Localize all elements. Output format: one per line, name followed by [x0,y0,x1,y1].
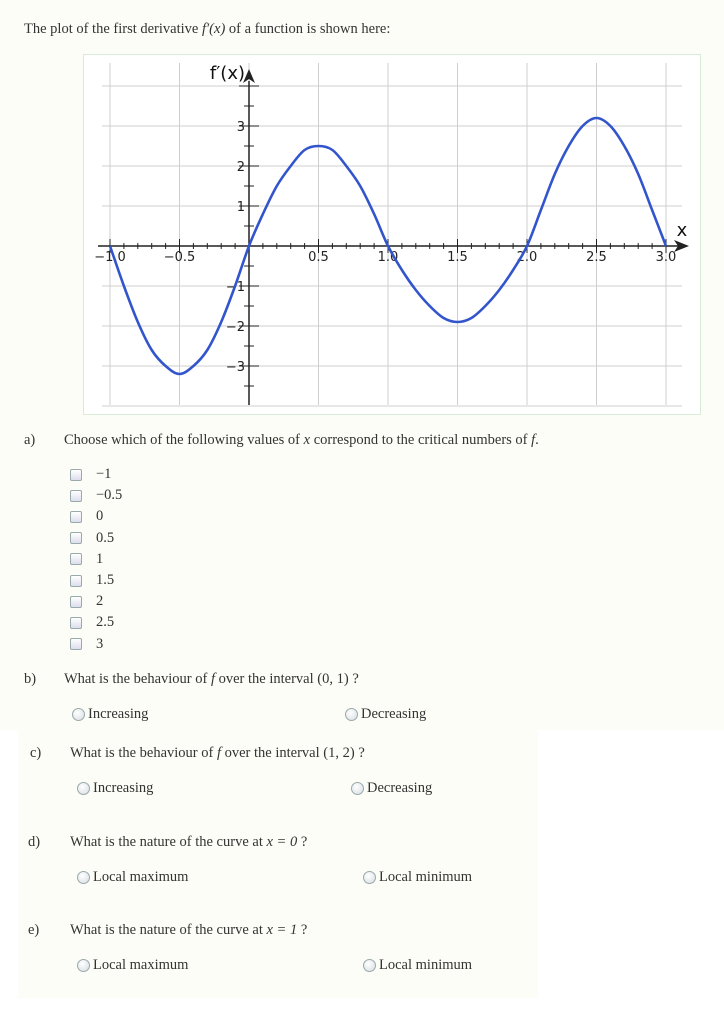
question-c-text: What is the behaviour of f over the interval (1, 2) ? [70,745,365,761]
checkbox-icon[interactable] [70,638,82,650]
radio-icon[interactable] [77,782,90,795]
checkbox-icon[interactable] [70,617,82,629]
y-tick-label: 2 [236,160,245,175]
question-a-option[interactable] [70,636,103,653]
radio-icon[interactable] [363,871,376,884]
question-e-option-local-maximum[interactable]: Local maximum [77,957,188,974]
y-tick-label: −1 [225,280,245,295]
derivative-chart [83,54,701,415]
question-e-letter: e) [28,922,40,938]
option-label: 1.5 [96,572,115,588]
radio-icon[interactable] [363,959,376,972]
question-a-option[interactable] [70,466,111,483]
question-d-text: What is the nature of the curve at x = 0 ? [70,834,308,850]
x-tick-label: −1.0 [94,250,126,265]
question-b-option-increasing[interactable]: Increasing [72,706,148,723]
question-b-option-decreasing[interactable]: Decreasing [345,706,426,723]
y-tick-label: 1 [236,200,245,215]
question-c-option-increasing[interactable]: Increasing [77,780,153,797]
chart-svg [84,55,700,414]
checkbox-icon[interactable] [70,469,82,481]
radio-icon[interactable] [351,782,364,795]
checkbox-icon[interactable] [70,532,82,544]
question-e-option-local-minimum[interactable]: Local minimum [363,957,472,974]
question-a-option[interactable] [70,572,114,589]
question-a-letter: a) [24,432,36,448]
x-tick-label: 0.5 [308,250,329,265]
intro-text: The plot of the first derivative f′(x) of a function is shown here: [24,21,391,37]
question-a-option[interactable] [70,487,122,504]
checkbox-icon[interactable] [70,596,82,608]
option-label: 3 [96,635,104,652]
question-e-text: What is the nature of the curve at x = 1 ? [70,922,308,938]
question-c-option-decreasing[interactable]: Decreasing [351,780,432,797]
option-label: 0 [96,508,104,525]
y-tick-label: 3 [236,120,245,135]
question-a-text: Choose which of the following values of x correspond to the critical numbers of f. [64,432,539,448]
question-d-letter: d) [28,834,41,850]
x-tick-label: 1.0 [377,250,399,265]
question-d-option-local-minimum[interactable]: Local minimum [363,869,472,886]
x-tick-label: 2.5 [586,250,607,265]
option-label: −0.5 [96,487,123,504]
y-tick-label: −3 [225,360,245,375]
y-tick-label: −2 [225,320,245,335]
question-c-letter: c) [30,745,42,761]
checkbox-icon[interactable] [70,553,82,565]
question-a-option[interactable] [70,551,103,568]
radio-icon[interactable] [77,959,90,972]
x-tick-label: 3.0 [655,250,677,265]
question-a-option[interactable] [70,530,114,547]
question-a-option[interactable] [70,614,114,631]
question-b-text: What is the behaviour of f over the interval (0, 1) ? [64,671,359,687]
option-label: 2.5 [96,614,115,631]
y-axis-title: f′(x) [209,63,245,84]
checkbox-icon[interactable] [70,575,82,587]
question-b-letter: b) [24,671,37,687]
question-a-option[interactable] [70,508,103,525]
checkbox-icon[interactable] [70,511,82,523]
x-tick-label: 2.0 [516,250,538,265]
radio-icon[interactable] [77,871,90,884]
radio-icon[interactable] [72,708,85,721]
radio-icon[interactable] [345,708,358,721]
option-label: 2 [96,593,104,610]
option-label: 1 [96,550,104,567]
x-tick-label: −0.5 [163,250,196,265]
question-d-option-local-maximum[interactable]: Local maximum [77,869,188,886]
option-label: −1 [96,466,112,482]
x-tick-label: 1.5 [447,250,468,265]
x-axis-title: x [676,220,688,241]
checkbox-icon[interactable] [70,490,82,502]
question-a-option[interactable] [70,593,103,610]
option-label: 0.5 [96,529,115,546]
